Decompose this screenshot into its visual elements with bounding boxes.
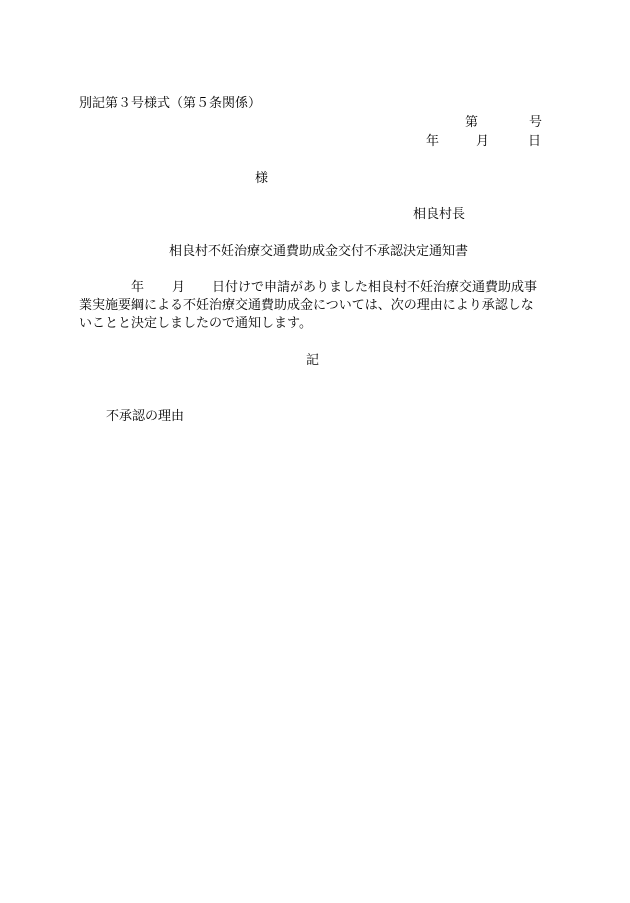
body-line-2: 業実施要綱による不妊治療交通費助成金については、次の理由により承認しな bbox=[79, 298, 534, 313]
reason-label: 不承認の理由 bbox=[106, 409, 185, 424]
body-month-label: 月 bbox=[172, 280, 186, 295]
body-line-1 bbox=[79, 281, 537, 294]
document-number-suffix: 号 bbox=[529, 115, 543, 130]
document-title: 相良村不妊治療交通費助成金交付不承認決定通知書 bbox=[169, 244, 469, 259]
date-year-label: 年 bbox=[426, 134, 440, 149]
document-number-prefix: 第 bbox=[465, 115, 479, 130]
body-line-1-text: 日付けで申請がありました相良村不妊治療交通費助成事 bbox=[212, 280, 538, 295]
sender-name: 相良村長 bbox=[413, 207, 466, 222]
form-label: 別記第３号様式（第５条関係） bbox=[79, 96, 262, 111]
body-line-3: いことと決定しましたので通知します。 bbox=[79, 316, 312, 331]
ki-heading: 記 bbox=[306, 353, 320, 368]
addressee-honorific: 様 bbox=[255, 171, 269, 186]
date-day-label: 日 bbox=[528, 134, 542, 149]
date-month-label: 月 bbox=[476, 134, 490, 149]
body-year-label: 年 bbox=[131, 280, 145, 295]
